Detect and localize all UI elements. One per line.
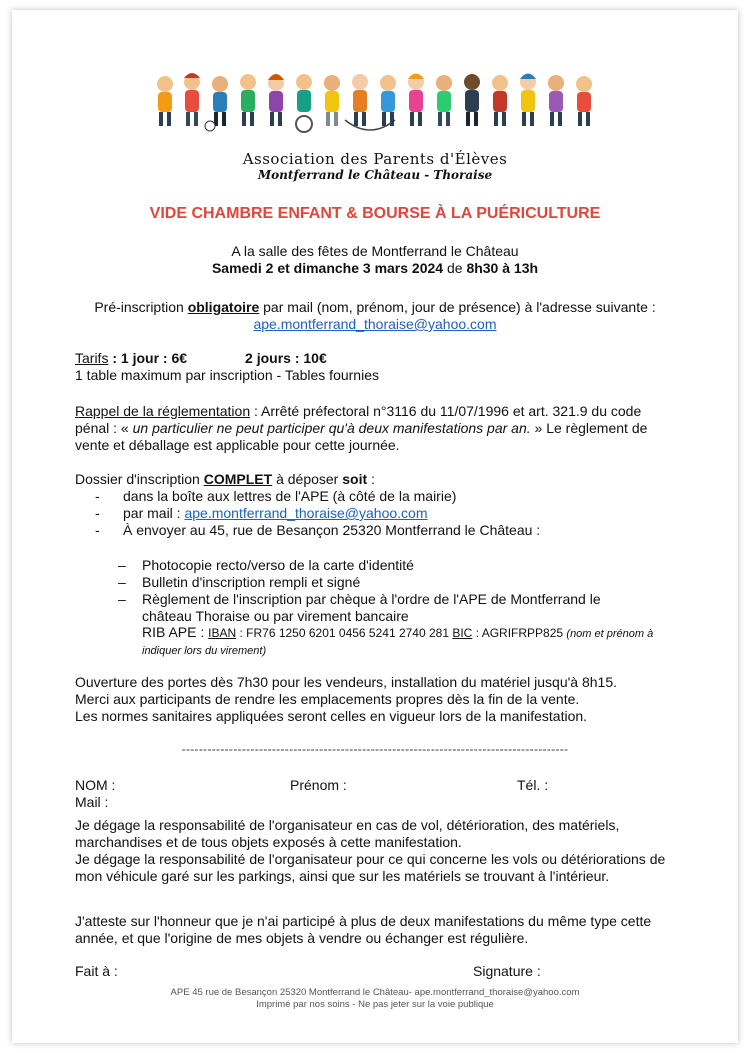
- dossier-intro: [75, 471, 675, 488]
- cut-separator: ------------------------------------------------------------------------------------------: [181, 742, 569, 756]
- dossier-options-list: [95, 488, 675, 539]
- signature-label: Signature :: [473, 963, 541, 979]
- preinscription-line: [0, 299, 750, 315]
- hours: 8h30 à 13h: [466, 260, 539, 276]
- tarif-two-days: 2 jours : 10€: [245, 350, 327, 366]
- footer-address: APE 45 rue de Besançon 25320 Montferrand le Château- ape.montferrand_thoraise@yahoo.com: [170, 987, 580, 998]
- reglementation-quote: un particulier ne peut participer qu'à deux manifestations par an.: [132, 420, 531, 436]
- reglementation-block: [75, 403, 675, 454]
- preinscription-text-2: par mail (nom, prénom, jour de présence) à l'adresse suivante :: [259, 299, 656, 315]
- preinscription-text: Pré-inscription: [94, 299, 188, 315]
- piece-identite: Photocopie recto/verso de la carte d'identité: [142, 557, 414, 573]
- attestation-block: [75, 913, 675, 947]
- reglementation-text-2: » Le règlement de vente et déballage est applicable pour cette journée.: [75, 420, 648, 453]
- nom-label: NOM :: [75, 777, 116, 793]
- pieces-list: [118, 557, 678, 659]
- info-normes: Les normes sanitaires appliquées seront celles en vigueur lors de la manifestation.: [75, 708, 588, 724]
- rib-label: RIB APE :: [142, 624, 209, 640]
- footer-note: Imprimé par nos soins - Ne pas jeter sur la voie publique: [256, 999, 494, 1010]
- list-item: – Règlement de l'inscription par chèque à l'ordre de l'APE de Montferrand le château Thoraise ou par virement bancaire: [118, 591, 678, 625]
- prenom-label: Prénom :: [290, 777, 347, 793]
- dossier-soit: soit: [342, 471, 368, 487]
- tarifs-block: [75, 350, 675, 384]
- list-item: – Bulletin d'inscription rempli et signé: [118, 574, 361, 590]
- dossier-text: Dossier d'inscription: [75, 471, 204, 487]
- list-item: – Photocopie recto/verso de la carte d'identité: [118, 557, 414, 573]
- children-logo-illustration: [150, 70, 600, 134]
- list-item: - À envoyer au 45, rue de Besançon 25320 Montferrand le Château :: [95, 522, 541, 538]
- bic-value: : AGRIFRPP825: [472, 626, 567, 640]
- venue-line: A la salle des fêtes de Montferrand le Château: [231, 243, 519, 259]
- piece-bulletin: Bulletin d'inscription rempli et signé: [142, 574, 361, 590]
- list-item: - par mail : ape.montferrand_thoraise@yahoo.com: [95, 505, 428, 521]
- reglementation-text: : Arrêté préfectoral n°3116 du 11/07/1996 et art. 321.9 du code pénal : «: [75, 403, 642, 436]
- bic-label: BIC: [452, 626, 473, 640]
- iban-label: IBAN: [208, 626, 237, 640]
- preinscription-email-row: [0, 316, 750, 332]
- dossier-complet: COMPLET: [203, 471, 273, 487]
- rib-note: (nom et prénom à indiquer lors du virement): [142, 628, 654, 657]
- info-proprete: Merci aux participants de rendre les emplacements propres dès la fin de la vente.: [75, 691, 580, 707]
- dossier-text-2: à déposer: [272, 471, 343, 487]
- dossier-email-link[interactable]: ape.montferrand_thoraise@yahoo.com: [184, 505, 428, 521]
- tarifs-note: 1 table maximum par inscription - Tables fournies: [75, 367, 379, 383]
- declaration-vehicule: Je dégage la responsabilité de l'organisateur pour ce qui concerne les vols ou détériorations de mon véhicule garé sur les parkings, ainsi que sur les matériels se trouvant à l'intérieur.: [75, 851, 666, 884]
- iban-value: : FR76 1250 6201 0456 5241 2740 281: [236, 626, 453, 640]
- dates-line: [0, 260, 750, 276]
- association-subtitle: Montferrand le Château - Thoraise: [257, 168, 493, 182]
- dossier-text-3: :: [367, 471, 375, 487]
- dates-de: de: [443, 260, 467, 276]
- tel-label: Tél. :: [517, 777, 549, 793]
- event-title: VIDE CHAMBRE ENFANT & BOURSE À LA PUÉRICULTURE: [149, 205, 601, 222]
- declaration-block: [75, 817, 675, 885]
- association-name: Association des Parents d'Élèves: [242, 150, 508, 168]
- option-mail: par mail :: [123, 505, 185, 521]
- dates: Samedi 2 et dimanche 3 mars 2024: [211, 260, 444, 276]
- tarifs-label: Tarifs: [75, 350, 109, 366]
- preinscription-email-link[interactable]: ape.montferrand_thoraise@yahoo.com: [253, 316, 497, 332]
- rib-row: [118, 625, 678, 659]
- tarif-one-day: : 1 jour : 6€: [108, 350, 188, 366]
- mail-label: Mail :: [75, 794, 109, 810]
- piece-reglement: Règlement de l'inscription par chèque à l'ordre de l'APE de Montferrand le château Thoraise ou par virement bancaire: [142, 591, 601, 624]
- info-ouverture: Ouverture des portes dès 7h30 pour les vendeurs, installation du matériel jusqu'à 8h15.: [75, 674, 618, 690]
- reglementation-label: Rappel de la réglementation: [75, 403, 251, 419]
- infos-block: [75, 674, 675, 725]
- fait-a-label: Fait à :: [75, 963, 118, 979]
- obligatoire-text: obligatoire: [187, 299, 260, 315]
- option-boite: dans la boîte aux lettres de l'APE (à côté de la mairie): [123, 488, 457, 504]
- declaration-vol: Je dégage la responsabilité de l'organisateur en cas de vol, détérioration, des matériels, marchandises et de tous objets exposés à cette manifestation.: [75, 817, 620, 850]
- list-item: - dans la boîte aux lettres de l'APE (à côté de la mairie): [95, 488, 457, 504]
- option-envoi: À envoyer au 45, rue de Besançon 25320 Montferrand le Château :: [123, 522, 541, 538]
- declaration-attestation: J'atteste sur l'honneur que je n'ai participé à plus de deux manifestations du même type cette année, et que l'origine de mes objets à vendre ou échanger est régulière.: [75, 913, 652, 946]
